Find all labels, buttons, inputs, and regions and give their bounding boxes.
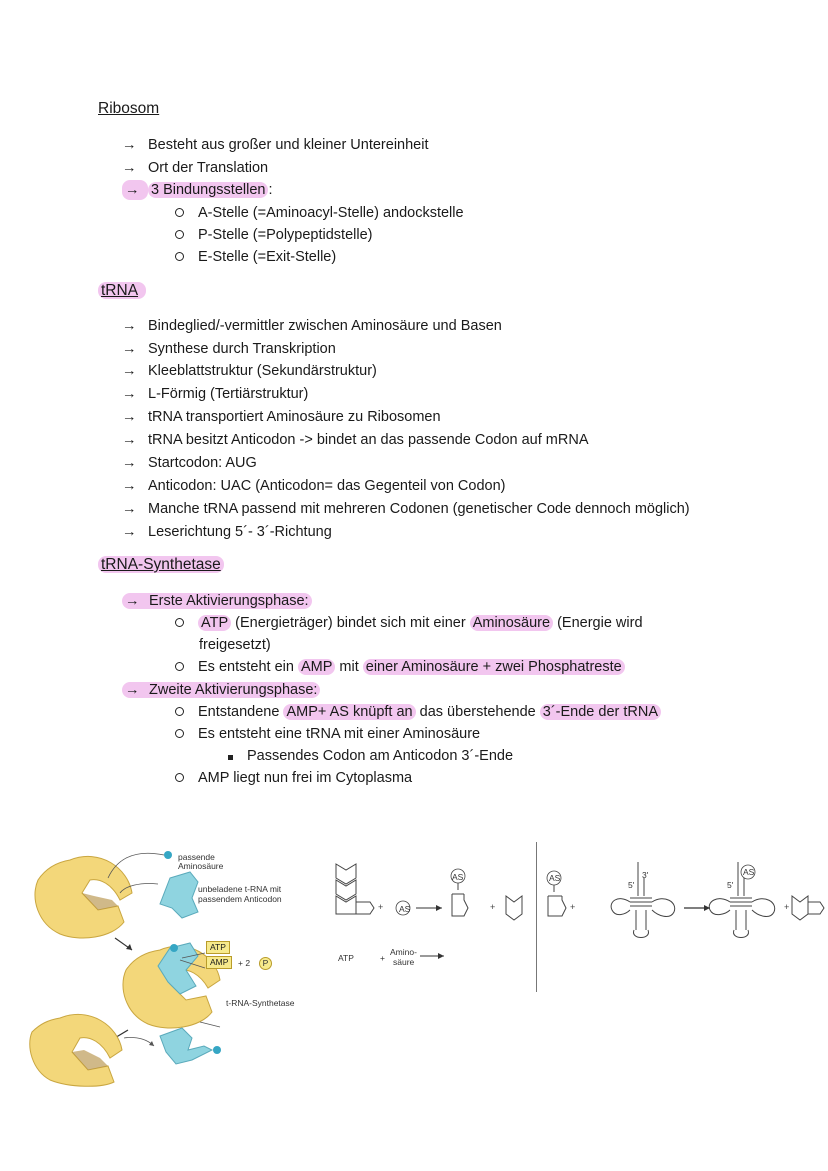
circle-bullet-icon bbox=[175, 252, 184, 261]
circle-bullet-icon bbox=[175, 707, 184, 716]
trna-charging-schematic bbox=[540, 858, 828, 978]
label-3prime-1: 3' bbox=[642, 870, 649, 880]
sub-list-item: Es entsteht ein AMP mit einer Aminosäure + zwei Phosphatreste bbox=[175, 657, 625, 677]
label-amino-2: säure bbox=[393, 957, 415, 967]
section-title-ribosom: Ribosom bbox=[98, 100, 160, 117]
label-5prime-2: 5' bbox=[727, 880, 734, 890]
list-item: → Ort der Translation bbox=[122, 160, 269, 176]
phosphate-icon: P bbox=[259, 957, 272, 970]
sub-sub-list-item: Passendes Codon am Anticodon 3´-Ende bbox=[228, 746, 513, 766]
phase-heading: → Zweite Aktivierungsphase: bbox=[122, 680, 320, 700]
phase-heading: → Erste Aktivierungsphase: bbox=[122, 591, 312, 611]
label-passende: passende bbox=[178, 852, 215, 862]
label-plus-2: + 2 bbox=[238, 958, 251, 968]
circle-bullet-icon bbox=[175, 208, 184, 217]
list-item: → Besteht aus großer und kleiner Untereinheit bbox=[122, 137, 429, 153]
list-item: → tRNA besitzt Anticodon -> bindet an das passende Codon auf mRNA bbox=[122, 432, 589, 448]
label-as-1: AS bbox=[399, 904, 411, 914]
list-item: → Synthese durch Transkription bbox=[122, 341, 336, 357]
list-item: → Manche tRNA passend mit mehreren Codonen (genetischer Code dennoch möglich) bbox=[122, 501, 690, 517]
list-item: → 3 Bindungsstellen : bbox=[122, 180, 273, 200]
synthetase-illustration bbox=[20, 838, 320, 1088]
label-as-2: AS bbox=[452, 872, 464, 882]
label-unbeladen-2: passendem Anticodon bbox=[198, 894, 282, 904]
section-title-synthetase: tRNA-Synthetase bbox=[98, 556, 224, 574]
svg-text:+: + bbox=[490, 902, 496, 912]
list-item: → Kleeblattstruktur (Sekundärstruktur) bbox=[122, 363, 377, 379]
label-atp-box: ATP bbox=[206, 941, 230, 954]
activation-schematic bbox=[330, 858, 530, 938]
svg-text:+: + bbox=[378, 902, 384, 912]
list-item: → Leserichtung 5´- 3´-Richtung bbox=[122, 524, 332, 540]
list-item: → Startcodon: AUG bbox=[122, 455, 257, 471]
list-item: → L-Förmig (Tertiärstruktur) bbox=[122, 386, 309, 402]
circle-bullet-icon bbox=[175, 773, 184, 782]
sub-list-item: ATP (Energieträger) bindet sich mit einer Aminosäure (Energie wird bbox=[175, 613, 643, 633]
square-bullet-icon bbox=[228, 755, 233, 760]
label-synthetase: t-RNA-Synthetase bbox=[226, 998, 295, 1008]
sub-list-item-continued: freigesetzt) bbox=[199, 637, 271, 653]
label-atp: ATP bbox=[338, 953, 354, 963]
label-amino-1: Amino- bbox=[390, 947, 417, 957]
label-unbeladen-1: unbeladene t-RNA mit bbox=[198, 884, 282, 894]
svg-text:+: + bbox=[570, 902, 576, 912]
label-5prime-1: 5' bbox=[628, 880, 635, 890]
circle-bullet-icon bbox=[175, 729, 184, 738]
sub-list-item: AMP liegt nun frei im Cytoplasma bbox=[175, 768, 412, 788]
label-amp-box: AMP bbox=[206, 956, 232, 969]
label-plus: + bbox=[380, 953, 385, 963]
circle-bullet-icon bbox=[175, 618, 184, 627]
sub-list-item: Entstandene AMP+ AS knüpft an das überstehende 3´-Ende der tRNA bbox=[175, 702, 661, 722]
label-aminosaeure: Aminosäure bbox=[178, 861, 224, 871]
list-item: → Bindeglied/-vermittler zwischen Aminosäure und Basen bbox=[122, 318, 502, 334]
arrow-icon bbox=[420, 951, 450, 961]
figure-divider bbox=[536, 842, 537, 992]
label-as-3: AS bbox=[549, 873, 561, 883]
section-title-trna: tRNA bbox=[98, 282, 146, 300]
label-as-4: AS bbox=[743, 867, 755, 877]
list-item: → Anticodon: UAC (Anticodon= das Gegenteil von Codon) bbox=[122, 478, 506, 494]
sub-list-item: E-Stelle (=Exit-Stelle) bbox=[175, 247, 336, 267]
sub-list-item: P-Stelle (=Polypeptidstelle) bbox=[175, 225, 373, 245]
sub-list-item: A-Stelle (=Aminoacyl-Stelle) andockstelle bbox=[175, 203, 464, 223]
sub-list-item: Es entsteht eine tRNA mit einer Aminosäure bbox=[175, 724, 480, 744]
list-item: → tRNA transportiert Aminosäure zu Ribosomen bbox=[122, 409, 441, 425]
svg-text:+: + bbox=[784, 902, 790, 912]
circle-bullet-icon bbox=[175, 662, 184, 671]
circle-bullet-icon bbox=[175, 230, 184, 239]
